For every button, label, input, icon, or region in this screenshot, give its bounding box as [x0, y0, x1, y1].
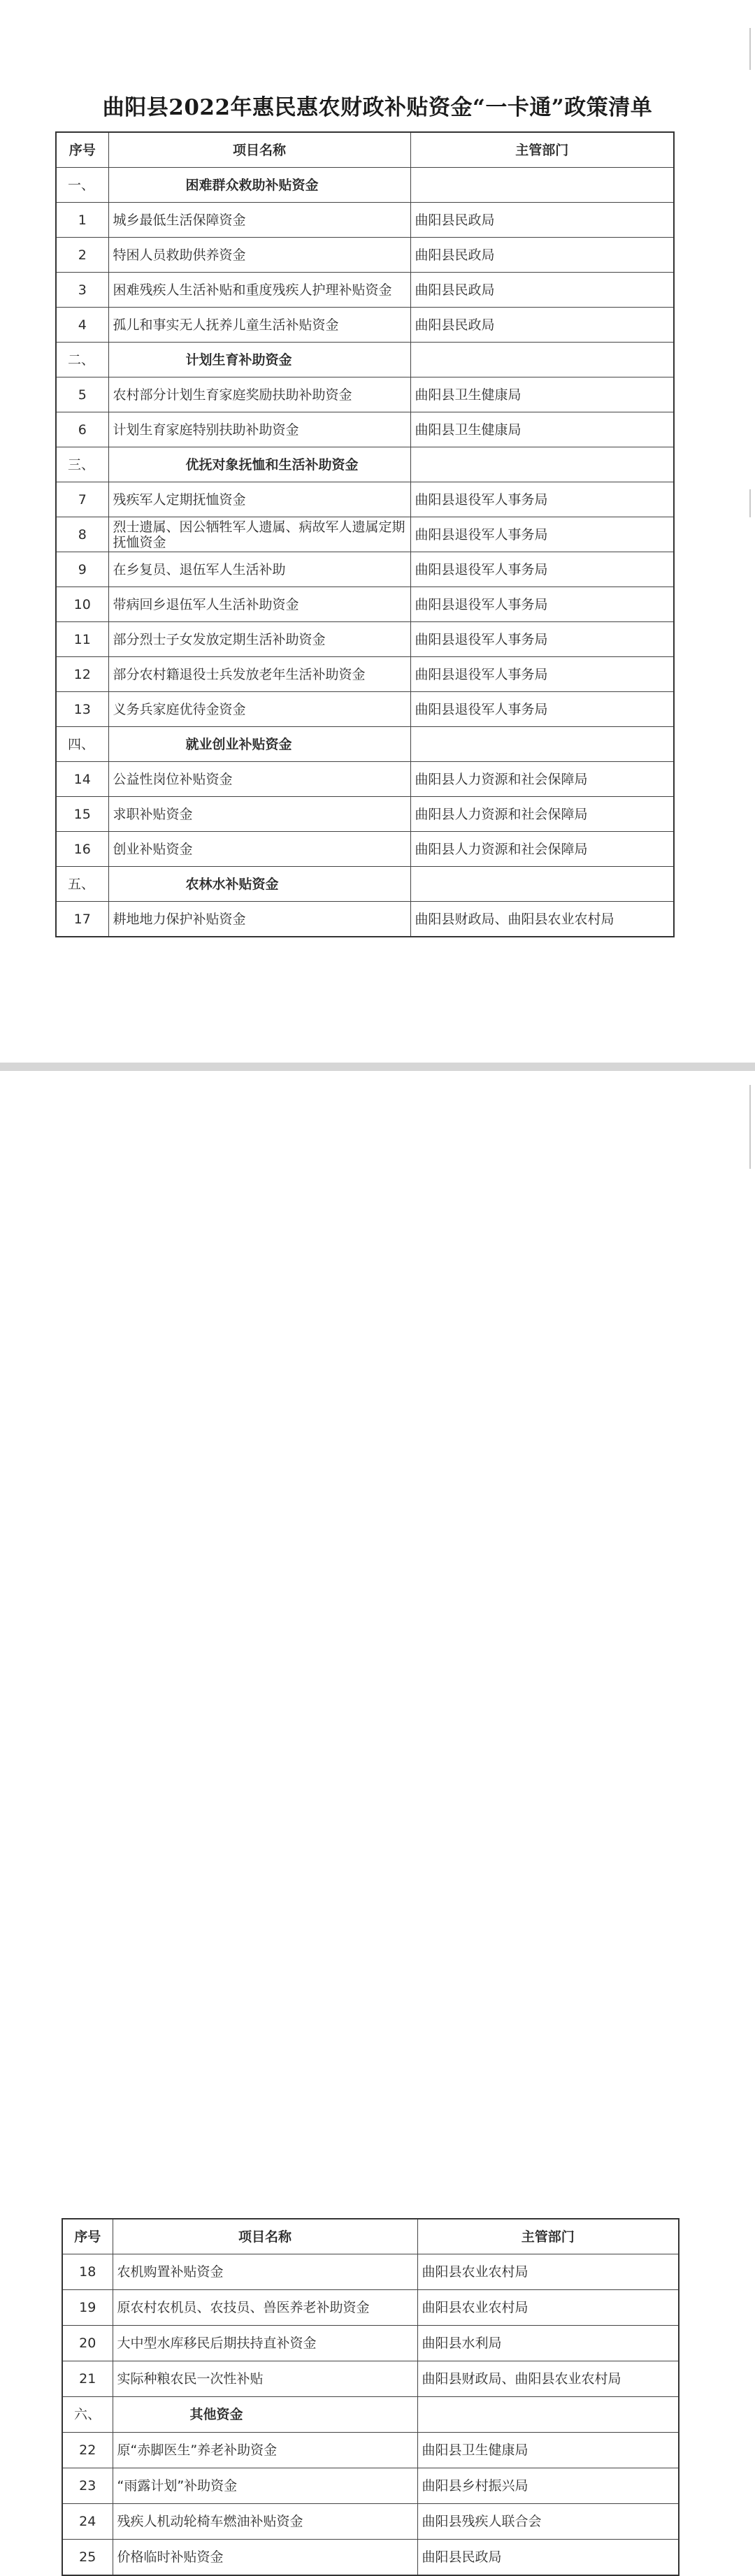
- category-row: [56, 168, 674, 203]
- header-dept: 主管部门: [417, 2219, 679, 2254]
- table-row: [62, 2468, 679, 2504]
- table-row: [56, 762, 674, 797]
- cell-no: 11: [56, 622, 108, 657]
- table-row: [56, 622, 674, 657]
- cell-name: 部分烈士子女发放定期生活补助资金: [108, 622, 410, 657]
- cell-dept: 曲阳县人力资源和社会保障局: [410, 797, 674, 832]
- table-row: [56, 412, 674, 447]
- cell-no: 12: [56, 657, 108, 692]
- cell-name: 价格临时补贴资金: [113, 2540, 417, 2576]
- table-row: [56, 377, 674, 412]
- cell-name: 残疾人机动轮椅车燃油补贴资金: [113, 2504, 417, 2540]
- cell-name: 农林水补贴资金: [108, 867, 410, 902]
- cell-no: 25: [62, 2540, 113, 2576]
- cell-name: 就业创业补贴资金: [108, 727, 410, 762]
- header-no: 序号: [62, 2219, 113, 2254]
- cell-dept: [410, 168, 674, 203]
- cell-dept: [410, 867, 674, 902]
- cell-no: 7: [56, 482, 108, 517]
- cell-no: 20: [62, 2326, 113, 2361]
- table-row: [56, 797, 674, 832]
- cell-name: 农村部分计划生育家庭奖励扶助补助资金: [108, 377, 410, 412]
- cell-no: 3: [56, 273, 108, 308]
- cell-no: 13: [56, 692, 108, 727]
- cell-dept: 曲阳县退役军人事务局: [410, 517, 674, 552]
- category-row: [62, 2397, 679, 2433]
- cell-name: 大中型水库移民后期扶持直补资金: [113, 2326, 417, 2361]
- category-row: [56, 447, 674, 482]
- cell-dept: 曲阳县退役军人事务局: [410, 622, 674, 657]
- cell-name: 创业补贴资金: [108, 832, 410, 867]
- cell-dept: 曲阳县民政局: [410, 308, 674, 343]
- cell-no: 5: [56, 377, 108, 412]
- cell-no: 24: [62, 2504, 113, 2540]
- document-title: 曲阳县2022年惠民惠农财政补贴资金“一卡通”政策清单: [102, 95, 653, 120]
- cell-no: 三、: [56, 447, 108, 482]
- cell-name: 实际种粮农民一次性补贴: [113, 2361, 417, 2397]
- cell-name: 烈士遗属、因公牺牲军人遗属、病故军人遗属定期抚恤资金: [108, 517, 410, 552]
- cell-dept: 曲阳县民政局: [410, 273, 674, 308]
- table-row: [62, 2433, 679, 2468]
- cell-name: 原农村农机员、农技员、兽医养老补助资金: [113, 2290, 417, 2326]
- scan-edge-mark: [749, 1085, 751, 1169]
- cell-name: 在乡复员、退伍军人生活补助: [108, 552, 410, 587]
- table-row: [62, 2254, 679, 2290]
- header-dept: 主管部门: [410, 132, 674, 168]
- cell-no: 16: [56, 832, 108, 867]
- cell-dept: 曲阳县退役军人事务局: [410, 587, 674, 622]
- cell-no: 9: [56, 552, 108, 587]
- cell-name: 带病回乡退伍军人生活补助资金: [108, 587, 410, 622]
- scan-edge-mark: [749, 28, 751, 70]
- cell-no: 23: [62, 2468, 113, 2504]
- cell-no: 1: [56, 203, 108, 238]
- cell-name: 计划生育家庭特别扶助补助资金: [108, 412, 410, 447]
- cell-name: “雨露计划”补助资金: [113, 2468, 417, 2504]
- document-page-1: [0, 0, 755, 1063]
- cell-dept: 曲阳县残疾人联合会: [417, 2504, 679, 2540]
- cell-no: 22: [62, 2433, 113, 2468]
- cell-name: 困难残疾人生活补贴和重度残疾人护理补贴资金: [108, 273, 410, 308]
- table-row: [56, 832, 674, 867]
- cell-no: 8: [56, 517, 108, 552]
- table-row: [62, 2326, 679, 2361]
- cell-dept: 曲阳县民政局: [410, 238, 674, 273]
- cell-no: 四、: [56, 727, 108, 762]
- category-row: [56, 343, 674, 377]
- cell-dept: [410, 727, 674, 762]
- cell-no: 10: [56, 587, 108, 622]
- table-row: [56, 482, 674, 517]
- cell-dept: [410, 343, 674, 377]
- cell-dept: 曲阳县民政局: [417, 2540, 679, 2576]
- table-row: [56, 308, 674, 343]
- cell-name: 耕地地力保护补贴资金: [108, 902, 410, 937]
- cell-name: 城乡最低生活保障资金: [108, 203, 410, 238]
- cell-name: 原“赤脚医生”养老补助资金: [113, 2433, 417, 2468]
- cell-dept: 曲阳县卫生健康局: [417, 2433, 679, 2468]
- cell-dept: 曲阳县民政局: [410, 203, 674, 238]
- table-row: [62, 2540, 679, 2576]
- cell-no: 15: [56, 797, 108, 832]
- cell-no: 2: [56, 238, 108, 273]
- cell-name: 公益性岗位补贴资金: [108, 762, 410, 797]
- cell-dept: 曲阳县乡村振兴局: [417, 2468, 679, 2504]
- cell-dept: 曲阳县水利局: [417, 2326, 679, 2361]
- cell-name: 计划生育补助资金: [108, 343, 410, 377]
- cell-name: 残疾军人定期抚恤资金: [108, 482, 410, 517]
- cell-dept: 曲阳县退役军人事务局: [410, 482, 674, 517]
- cell-dept: [417, 2397, 679, 2433]
- cell-dept: 曲阳县农业农村局: [417, 2254, 679, 2290]
- cell-dept: 曲阳县人力资源和社会保障局: [410, 832, 674, 867]
- cell-no: 18: [62, 2254, 113, 2290]
- table-header-row: [62, 2219, 679, 2254]
- cell-name: 困难群众救助补贴资金: [108, 168, 410, 203]
- page-separator: [0, 1063, 755, 1071]
- cell-no: 一、: [56, 168, 108, 203]
- cell-no: 二、: [56, 343, 108, 377]
- header-name: 项目名称: [113, 2219, 417, 2254]
- policy-table-page-1: [55, 131, 675, 937]
- cell-no: 4: [56, 308, 108, 343]
- cell-dept: 曲阳县退役军人事务局: [410, 657, 674, 692]
- table-row: [56, 203, 674, 238]
- policy-table-page-2: [62, 2218, 680, 2576]
- cell-name: 孤儿和事实无人抚养儿童生活补贴资金: [108, 308, 410, 343]
- cell-no: 6: [56, 412, 108, 447]
- cell-no: 21: [62, 2361, 113, 2397]
- table-row: [56, 238, 674, 273]
- table-row: [56, 273, 674, 308]
- cell-dept: 曲阳县卫生健康局: [410, 412, 674, 447]
- cell-dept: 曲阳县卫生健康局: [410, 377, 674, 412]
- cell-no: 14: [56, 762, 108, 797]
- cell-name: 其他资金: [113, 2397, 417, 2433]
- cell-name: 部分农村籍退役士兵发放老年生活补助资金: [108, 657, 410, 692]
- table-row: [56, 552, 674, 587]
- cell-dept: 曲阳县退役军人事务局: [410, 552, 674, 587]
- cell-no: 19: [62, 2290, 113, 2326]
- header-no: 序号: [56, 132, 108, 168]
- category-row: [56, 727, 674, 762]
- table-row: [62, 2290, 679, 2326]
- cell-dept: 曲阳县财政局、曲阳县农业农村局: [410, 902, 674, 937]
- cell-dept: 曲阳县农业农村局: [417, 2290, 679, 2326]
- table-row: [62, 2361, 679, 2397]
- cell-name: 特困人员救助供养资金: [108, 238, 410, 273]
- cell-name: 义务兵家庭优待金资金: [108, 692, 410, 727]
- cell-dept: 曲阳县财政局、曲阳县农业农村局: [417, 2361, 679, 2397]
- table-row: [56, 692, 674, 727]
- cell-name: 求职补贴资金: [108, 797, 410, 832]
- table-row: [56, 902, 674, 937]
- table-header-row: [56, 132, 674, 168]
- table-row: [56, 587, 674, 622]
- cell-no: 六、: [62, 2397, 113, 2433]
- header-name: 项目名称: [108, 132, 410, 168]
- category-row: [56, 867, 674, 902]
- table-row: [56, 657, 674, 692]
- document-page-2: [0, 1071, 755, 2565]
- scan-edge-mark: [749, 489, 751, 517]
- cell-dept: [410, 447, 674, 482]
- cell-no: 五、: [56, 867, 108, 902]
- table-row: [62, 2504, 679, 2540]
- cell-dept: 曲阳县退役军人事务局: [410, 692, 674, 727]
- cell-no: 17: [56, 902, 108, 937]
- cell-name: 优抚对象抚恤和生活补助资金: [108, 447, 410, 482]
- cell-name: 农机购置补贴资金: [113, 2254, 417, 2290]
- cell-dept: 曲阳县人力资源和社会保障局: [410, 762, 674, 797]
- table-row: [56, 517, 674, 552]
